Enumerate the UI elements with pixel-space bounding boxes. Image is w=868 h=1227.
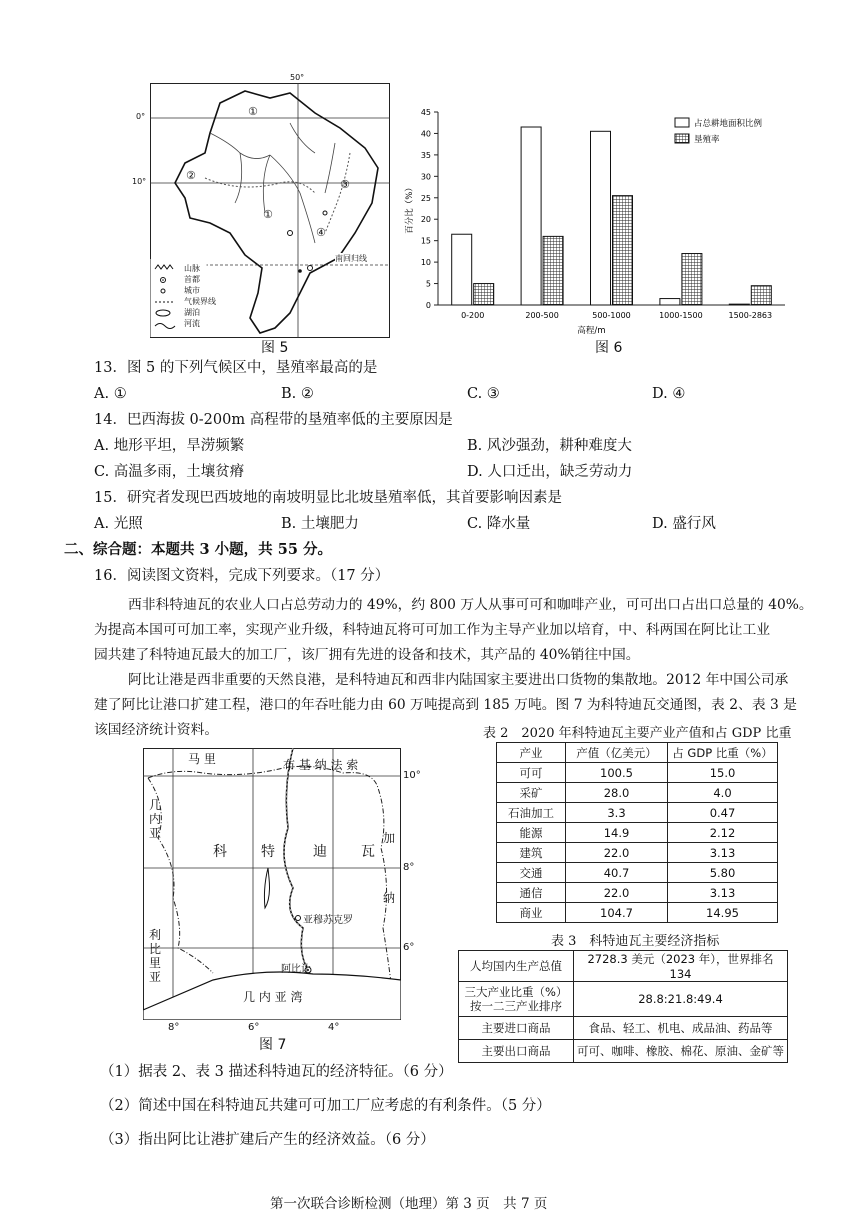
table-cell: 100.5 <box>566 763 668 783</box>
q13-option-c[interactable]: C. ③ <box>467 386 500 402</box>
lon-label-4: 4° <box>328 1022 340 1033</box>
table-cell: 3.13 <box>668 843 778 863</box>
table-row <box>497 783 778 803</box>
table-cell: 能源 <box>497 823 566 843</box>
country-liberia: 利 比 里 亚 <box>149 928 162 984</box>
table-row <box>459 1017 788 1040</box>
table2 <box>496 742 778 923</box>
table-cell: 交通 <box>497 863 566 883</box>
y-tick-label: 35 <box>420 150 431 160</box>
table-cell: 采矿 <box>497 783 566 803</box>
fig5-caption: 图 5 <box>261 340 289 356</box>
country-ghana: 加 纳 <box>383 831 396 905</box>
table-cell: 石油加工 <box>497 803 566 823</box>
x-tick-label: 1500-2863 <box>728 311 773 320</box>
table-cell: 40.7 <box>566 863 668 883</box>
table-cell: 商业 <box>497 903 566 923</box>
table2-header: 产业 <box>497 743 566 763</box>
page-footer: 第一次联合诊断检测（地理）第 3 页 共 7 页 <box>270 1196 548 1212</box>
table-cell: 22.0 <box>566 843 668 863</box>
legend-capital: 首都 <box>184 275 200 284</box>
table-cell: 主要进口商品 <box>459 1017 574 1040</box>
x-tick-label: 200-500 <box>525 311 559 320</box>
country-guinea: 几 内 亚 <box>149 798 162 840</box>
q13-stem: 13．图 5 的下列气候区中，垦殖率最高的是 <box>94 360 378 376</box>
table-cell: 28.0 <box>566 783 668 803</box>
bar-reclamation-rate <box>682 254 702 305</box>
q14-stem: 14．巴西海拔 0-200m 高程带的垦殖率低的主要原因是 <box>94 412 453 428</box>
lat-label-8: 8° <box>403 862 415 873</box>
q16-sub2: （2）简述中国在科特迪瓦共建可可加工厂应考虑的有利条件。（5 分） <box>100 1098 551 1114</box>
region-2-label: ② <box>186 169 196 182</box>
lon-label-8: 8° <box>168 1022 180 1033</box>
bar-reclamation-rate <box>613 196 633 305</box>
figure-5-map <box>132 73 390 338</box>
table-row <box>497 763 778 783</box>
q15-option-c[interactable]: C. 降水量 <box>467 516 531 532</box>
q16-sub3: （3）指出阿比让港扩建后产生的经济效益。（6 分） <box>100 1132 435 1148</box>
x-tick-label: 0-200 <box>461 311 485 320</box>
tropic-label: 南回归线 <box>335 254 367 263</box>
legend-city: 城市 <box>184 286 200 295</box>
table3-title: 表 3 科特迪瓦主要经济指标 <box>551 934 720 949</box>
legend-lake: 湖泊 <box>184 308 200 317</box>
q15-option-d[interactable]: D. 盛行风 <box>652 516 716 532</box>
q14-option-b[interactable]: B. 风沙强劲，耕种难度大 <box>467 438 632 454</box>
table-cell: 4.0 <box>668 783 778 803</box>
y-tick-label: 45 <box>420 108 431 117</box>
table-row <box>459 982 788 1017</box>
table-cell: 2728.3 美元（2023 年），世界排名 134 <box>574 951 788 982</box>
q16-para2-line2: 建了阿比让港口扩建工程，港口的年吞吐能力由 60 万吨提高到 185 万吨。图 7 为科特迪瓦交通图，表 2、表 3 是 <box>94 697 797 713</box>
table-row <box>459 1040 788 1063</box>
lat-label-6: 6° <box>403 942 415 953</box>
fig7-caption: 图 7 <box>259 1037 287 1053</box>
table-row <box>497 823 778 843</box>
table-cell: 22.0 <box>566 883 668 903</box>
table-row <box>497 803 778 823</box>
bar-area-share <box>521 127 541 305</box>
bar-area-share <box>591 131 611 305</box>
table-cell: 食品、轻工、机电、成品油、药品等 <box>574 1017 788 1040</box>
y-tick-label: 10 <box>420 258 431 268</box>
region-1-label: ① <box>248 105 258 118</box>
q14-option-d[interactable]: D. 人口迁出，缺乏劳动力 <box>467 464 633 480</box>
figure-6-chart <box>400 100 790 345</box>
table-row <box>497 903 778 923</box>
q16-stem: 16．阅读图文资料，完成下列要求。（17 分） <box>94 568 390 584</box>
region-4-label: ④ <box>316 226 326 239</box>
q14-option-c[interactable]: C. 高温多雨，土壤贫瘠 <box>94 464 245 480</box>
x-axis-label: 高程/m <box>577 326 606 336</box>
bar-reclamation-rate <box>751 286 771 305</box>
table2-header-row <box>497 743 778 763</box>
region-3-label: ③ <box>340 178 350 191</box>
y-tick-label: 5 <box>425 279 431 289</box>
y-tick-label: 40 <box>420 129 431 139</box>
table-cell: 通信 <box>497 883 566 903</box>
q13-option-b[interactable]: B. ② <box>281 386 314 402</box>
q16-sub1: （1）据表 2、表 3 描述科特迪瓦的经济特征。（6 分） <box>100 1064 453 1080</box>
x-tick-label: 500-1000 <box>592 311 631 320</box>
table-cell: 主要出口商品 <box>459 1040 574 1063</box>
legend-climate-boundary: 气候界线 <box>184 297 216 306</box>
section-2-heading: 二、综合题：本题共 3 小题，共 55 分。 <box>64 541 332 558</box>
legend-mountain: 山脉 <box>184 264 200 273</box>
table2-title: 表 2 2020 年科特迪瓦主要产业产值和占 GDP 比重 <box>483 726 792 741</box>
country-mali: 马 里 <box>188 752 216 766</box>
q14-option-a[interactable]: A. 地形平坦，旱涝频繁 <box>94 438 245 454</box>
table-cell: 可可、咖啡、橡胶、棉花、原油、金矿等 <box>574 1040 788 1063</box>
table2-header: 产值（亿美元） <box>566 743 668 763</box>
q16-para2-line3: 该国经济统计资料。 <box>94 722 219 738</box>
y-tick-label: 20 <box>420 215 431 225</box>
lat-label-0: 0° <box>136 112 146 121</box>
bar-area-share <box>452 234 472 305</box>
lat-label-10: 10° <box>132 177 147 186</box>
city-yamoussoukro: 亚穆苏克罗 <box>303 915 353 926</box>
table-cell: 可可 <box>497 763 566 783</box>
y-tick-label: 0 <box>425 301 431 310</box>
fig6-caption: 图 6 <box>595 340 623 356</box>
table-cell: 三大产业比重（%） 按一二三产业排序 <box>459 982 574 1017</box>
cote-divoire-map <box>143 748 401 1020</box>
table-cell: 3.3 <box>566 803 668 823</box>
table-cell: 14.9 <box>566 823 668 843</box>
table-cell: 28.8:21.8:49.4 <box>574 982 788 1017</box>
table-row <box>497 883 778 903</box>
table-cell: 0.47 <box>668 803 778 823</box>
q16-para2-line1: 阿比让港是西非重要的天然良港，是科特迪瓦和西非内陆国家主要进出口货物的集散地。2012 年中国公司承 <box>128 672 789 688</box>
table3 <box>458 950 788 1063</box>
table-cell: 5.80 <box>668 863 778 883</box>
country-cote-divoire-2: 特 <box>261 844 275 860</box>
country-cote-divoire-4: 瓦 <box>361 844 375 860</box>
legend-label: 垦殖率 <box>694 135 720 145</box>
table-cell: 人均国内生产总值 <box>459 951 574 982</box>
q15-option-b[interactable]: B. 土壤肥力 <box>281 516 359 532</box>
table-row <box>497 863 778 883</box>
q13-option-d[interactable]: D. ④ <box>652 386 686 402</box>
lon-label-50: 50° <box>290 73 305 82</box>
country-cote-divoire-1: 科 <box>213 844 227 860</box>
bar-area-share <box>729 304 749 305</box>
city-abidjan: 阿比让 <box>281 964 311 975</box>
y-axis-label: 百分比（%） <box>405 183 415 234</box>
table-cell: 104.7 <box>566 903 668 923</box>
y-tick-label: 15 <box>420 236 431 246</box>
q16-para1-line2: 为提高本国可可加工率，实现产业升级，科特迪瓦将可可加工作为主导产业加以培育，中、科两国在阿比让工业 <box>94 622 771 638</box>
figure-7-map <box>143 748 421 1033</box>
bar-area-share <box>660 299 680 305</box>
table-row <box>459 951 788 982</box>
bar-reclamation-rate <box>543 236 563 305</box>
q16-para1-line3: 园共建了科特迪瓦最大的加工厂，该厂拥有先进的设备和技术，其产品的 40%销往中国。 <box>94 647 640 663</box>
table-cell: 14.95 <box>668 903 778 923</box>
x-tick-label: 1000-1500 <box>659 311 703 320</box>
fig5-legend <box>184 263 216 329</box>
gulf-of-guinea: 几 内 亚 湾 <box>243 990 303 1004</box>
table-row <box>497 843 778 863</box>
table-cell: 2.12 <box>668 823 778 843</box>
country-burkina-faso: 布 基 纳 法 索 <box>283 758 359 772</box>
legend-river: 河流 <box>184 319 200 328</box>
lat-label-10: 10° <box>403 770 421 781</box>
lon-label-6: 6° <box>248 1022 260 1033</box>
bar-reclamation-rate <box>474 284 494 305</box>
country-cote-divoire-3: 迪 <box>313 844 327 860</box>
table-cell: 15.0 <box>668 763 778 783</box>
y-tick-label: 30 <box>420 172 431 182</box>
table-cell: 建筑 <box>497 843 566 863</box>
legend-label: 占总耕地面积比例 <box>694 119 763 129</box>
y-tick-label: 25 <box>420 193 431 203</box>
q16-para1-line1: 西非科特迪瓦的农业人口占总劳动力的 49%，约 800 万人从事可可和咖啡产业，可可出口占出口总量的 40%。 <box>128 597 813 613</box>
table-cell: 3.13 <box>668 883 778 903</box>
legend-swatch <box>675 134 689 143</box>
q15-stem: 15．研究者发现巴西坡地的南坡明显比北坡垦殖率低，其首要影响因素是 <box>94 490 562 506</box>
region-1b-label: ① <box>263 208 273 221</box>
q13-option-a[interactable]: A. ① <box>94 386 127 402</box>
table2-header: 占 GDP 比重（%） <box>668 743 778 763</box>
q15-option-a[interactable]: A. 光照 <box>94 516 143 532</box>
legend-swatch <box>675 118 689 127</box>
